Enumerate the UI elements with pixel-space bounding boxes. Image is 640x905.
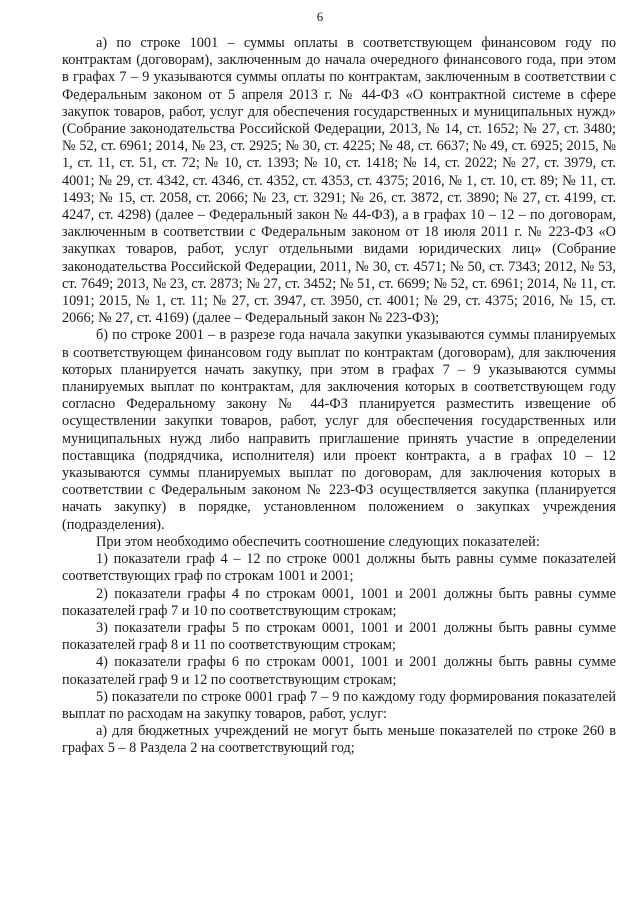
paragraph-b-line-2001: б) по строке 2001 – в разрезе года начала закупки указываются суммы планируемых в соответствующем финансовом году выплат по контрактам (договорам), для заключения которых планируется начать закупку, при этом в графах 7 – 9 указываются суммы планируемых выплат по контрактам, для заключения которых в соответствующем году согласно Федеральному закону № 44-ФЗ планируется разместить извещение об осуществлении закупки товаров, работ, услуг для обеспечения государственных или муниципальных нужд либо направить приглашение принять участие в определении поставщика (подрядчика, исполнителя) или проект контракта, а в графах 10 – 12 указываются суммы планируемых выплат по договорам, для заключения которых в соответствии с Федеральным законом № 223-ФЗ осуществляется закупка (планируется начать закупку) в порядке, установленном положением о закупках учреждения (подразделения). bbox=[62, 327, 616, 533]
page-number: 6 bbox=[316, 9, 324, 24]
list-item-1: 1) показатели граф 4 – 12 по строке 0001 должны быть равны сумме показателей соответствующих граф по строкам 1001 и 2001; bbox=[62, 551, 616, 585]
paragraph-a-line-1001: а) по строке 1001 – суммы оплаты в соответствующем финансовом году по контрактам (договорам), заключенным до начала очередного финансового года, при этом в графах 7 – 9 указываются суммы оплаты по контрактам, заключенным в соответствии с Федеральным законом от 5 апреля 2013 г. № 44-ФЗ «О контрактной системе в сфере закупок товаров, работ, услуг для обеспечения государственных и муниципальных нужд» (Собрание законодательства Российской Федерации, 2013, № 14, ст. 1652; № 27, ст. 3480; № 52, ст. 6961; 2014, № 23, ст. 2925; № 30, ст. 4225; № 48, ст. 6637; № 49, ст. 6925; 2015, № 1, ст. 11, ст. 51, ст. 72; № 10, ст. 1393; № 10, ст. 1418; № 14, ст. 2022; № 27, ст. 3979, ст. 4001; № 29, ст. 4342, ст. 4346, ст. 4352, ст. 4353, ст. 4375; 2016, № 1, ст. 10, ст. 89; № 11, ст. 1493; № 15, ст. 2058, ст. 2066; № 23, ст. 3291; № 26, ст. 3872, ст. 3890; № 27, ст. 4199, ст. 4247, ст. 4298) (далее – Федеральный закон № 44-ФЗ), а в графах 10 – 12 – по договорам, заключенным в соответствии с Федеральным законом от 18 июля 2011 г. № 223-ФЗ «О закупках товаров, работ, услуг отдельными видами юридических лиц» (Собрание законодательства Российской Федерации, 2011, № 30, ст. 4571; № 50, ст. 7343; 2012, № 53, ст. 7649; 2013, № 23, ст. 2873; № 27, ст. 3452; № 51, ст. 6699; № 52, ст. 6961; 2014, № 11, ст. 1091; 2015, № 1, ст. 11; № 27, ст. 3947, ст. 3950, ст. 4001; № 29, ст. 4375; 2016, № 15, ст. 2066; № 27, ст. 4169) (далее – Федеральный закон № 223-ФЗ); bbox=[62, 35, 616, 327]
list-item-2: 2) показатели графы 4 по строкам 0001, 1001 и 2001 должны быть равны сумме показателей граф 7 и 10 по соответствующим строкам; bbox=[62, 585, 616, 619]
paragraph-ratio-intro: При этом необходимо обеспечить соотношение следующих показателей: bbox=[96, 533, 540, 550]
list-item-5a: а) для бюджетных учреждений не могут быть меньше показателей по строке 260 в графах 5 – 8 Раздела 2 на соответствующий год; bbox=[62, 723, 616, 757]
list-item-5: 5) показатели по строке 0001 граф 7 – 9 по каждому году формирования показателей выплат по расходам на закупку товаров, работ, услуг: bbox=[62, 688, 616, 722]
list-item-4: 4) показатели графы 6 по строкам 0001, 1001 и 2001 должны быть равны сумме показателей граф 9 и 12 по соответствующим строкам; bbox=[62, 654, 616, 688]
document-body bbox=[62, 35, 616, 758]
list-item-3: 3) показатели графы 5 по строкам 0001, 1001 и 2001 должны быть равны сумме показателей граф 8 и 11 по соответствующим строкам; bbox=[62, 619, 616, 654]
